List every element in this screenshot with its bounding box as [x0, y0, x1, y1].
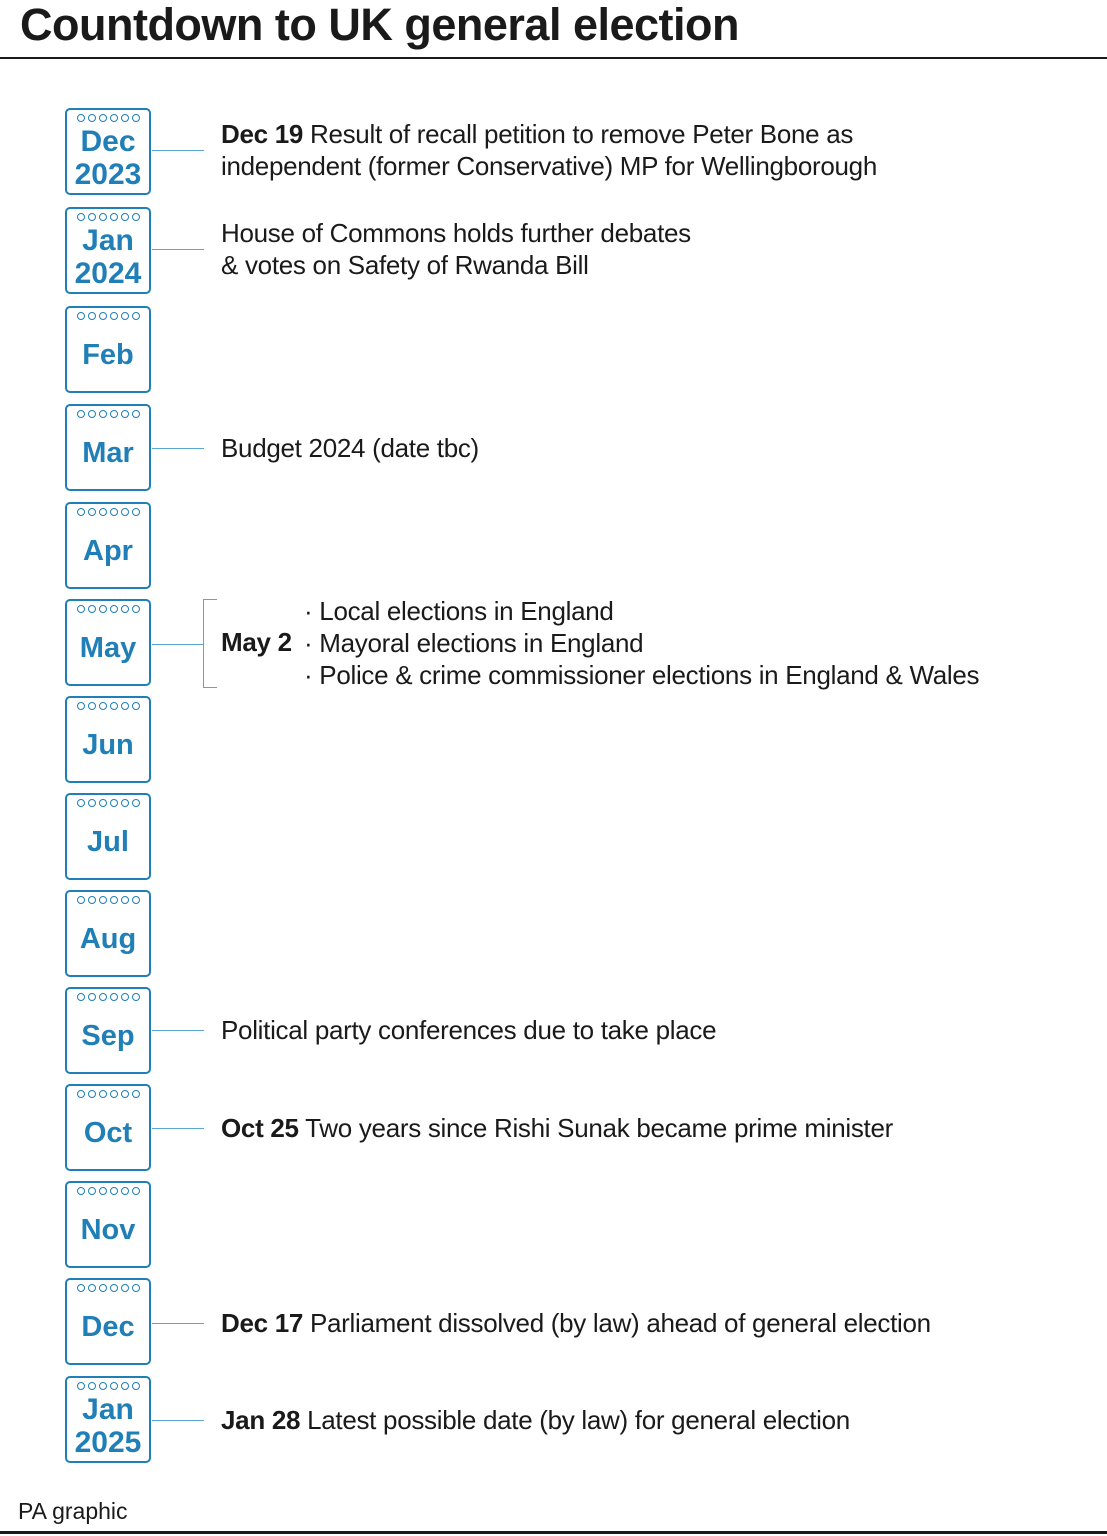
month-label: Apr	[83, 535, 133, 567]
may-bracket	[203, 599, 217, 688]
month-label: Dec	[81, 1311, 135, 1343]
month-calendar-dec	[65, 1278, 151, 1365]
event-date: Jan 28	[221, 1405, 301, 1435]
month-label: Jul	[87, 826, 129, 858]
month-calendar-apr	[65, 502, 151, 589]
event-may-item: · Mayoral elections in England	[304, 628, 644, 658]
month-label: Nov	[80, 1214, 136, 1246]
month-label: Jan 2025	[74, 1392, 142, 1459]
event-text: Two years since Rishi Sunak became prime minister	[298, 1113, 893, 1143]
month-label: Dec 2023	[74, 124, 142, 191]
event-may-item: · Police & crime commissioner elections in England & Wales	[304, 660, 980, 690]
month-calendar-may	[65, 599, 151, 686]
event-text: Parliament dissolved (by law) ahead of general election	[303, 1308, 931, 1338]
month-label: Feb	[82, 339, 134, 371]
event-text: Result of recall petition to remove Peter Bone as independent (former Conservative) MP for Wellingborough	[221, 119, 877, 181]
event-jan-2025	[221, 1404, 850, 1436]
event-mar	[221, 432, 479, 464]
month-label: Aug	[79, 923, 137, 955]
month-label: May	[79, 632, 137, 664]
event-text: House of Commons holds further debates & votes on Safety of Rwanda Bill	[221, 218, 691, 280]
connector-oct	[152, 1128, 204, 1129]
month-label: Sep	[81, 1020, 135, 1052]
title-divider	[0, 57, 1107, 59]
event-date: Oct 25	[221, 1113, 299, 1143]
event-text: Latest possible date (by law) for general election	[300, 1405, 850, 1435]
chart-title: Countdown to UK general election	[20, 0, 740, 50]
connector-dec-2023	[152, 150, 204, 151]
month-label: Oct	[83, 1117, 133, 1149]
month-calendar-oct	[65, 1084, 151, 1171]
event-text: Political party conferences due to take place	[221, 1015, 717, 1045]
connector-dec	[152, 1323, 204, 1324]
event-jan-2024	[221, 217, 691, 281]
month-calendar-sep	[65, 987, 151, 1074]
event-text: Budget 2024 (date tbc)	[221, 433, 479, 463]
event-date: Dec 19	[221, 119, 304, 149]
event-oct	[221, 1112, 893, 1144]
month-calendar-mar	[65, 404, 151, 491]
source-credit: PA graphic	[18, 1498, 128, 1524]
month-label: Mar	[82, 437, 134, 469]
month-calendar-dec-2023	[65, 108, 151, 195]
event-may-date: May 2	[221, 627, 292, 657]
month-calendar-aug	[65, 890, 151, 977]
month-label: Jan 2024	[74, 223, 142, 290]
connector-jan-2025	[152, 1420, 204, 1421]
month-calendar-nov	[65, 1181, 151, 1268]
connector-may	[152, 644, 204, 645]
event-date: Dec 17	[221, 1308, 304, 1338]
event-sep	[221, 1014, 716, 1046]
event-may-item: · Local elections in England	[304, 596, 614, 626]
month-calendar-jan-2024	[65, 207, 151, 294]
event-may-list	[304, 595, 979, 691]
connector-sep	[152, 1030, 204, 1031]
bottom-divider	[0, 1531, 1107, 1534]
connector-jan-2024	[152, 249, 204, 250]
month-calendar-jan-2025	[65, 1376, 151, 1463]
month-calendar-jun	[65, 696, 151, 783]
month-calendar-feb	[65, 306, 151, 393]
month-label: Jun	[82, 729, 134, 761]
month-calendar-jul	[65, 793, 151, 880]
event-dec	[221, 1307, 931, 1339]
connector-mar	[152, 448, 204, 449]
event-dec-2023	[221, 118, 877, 182]
